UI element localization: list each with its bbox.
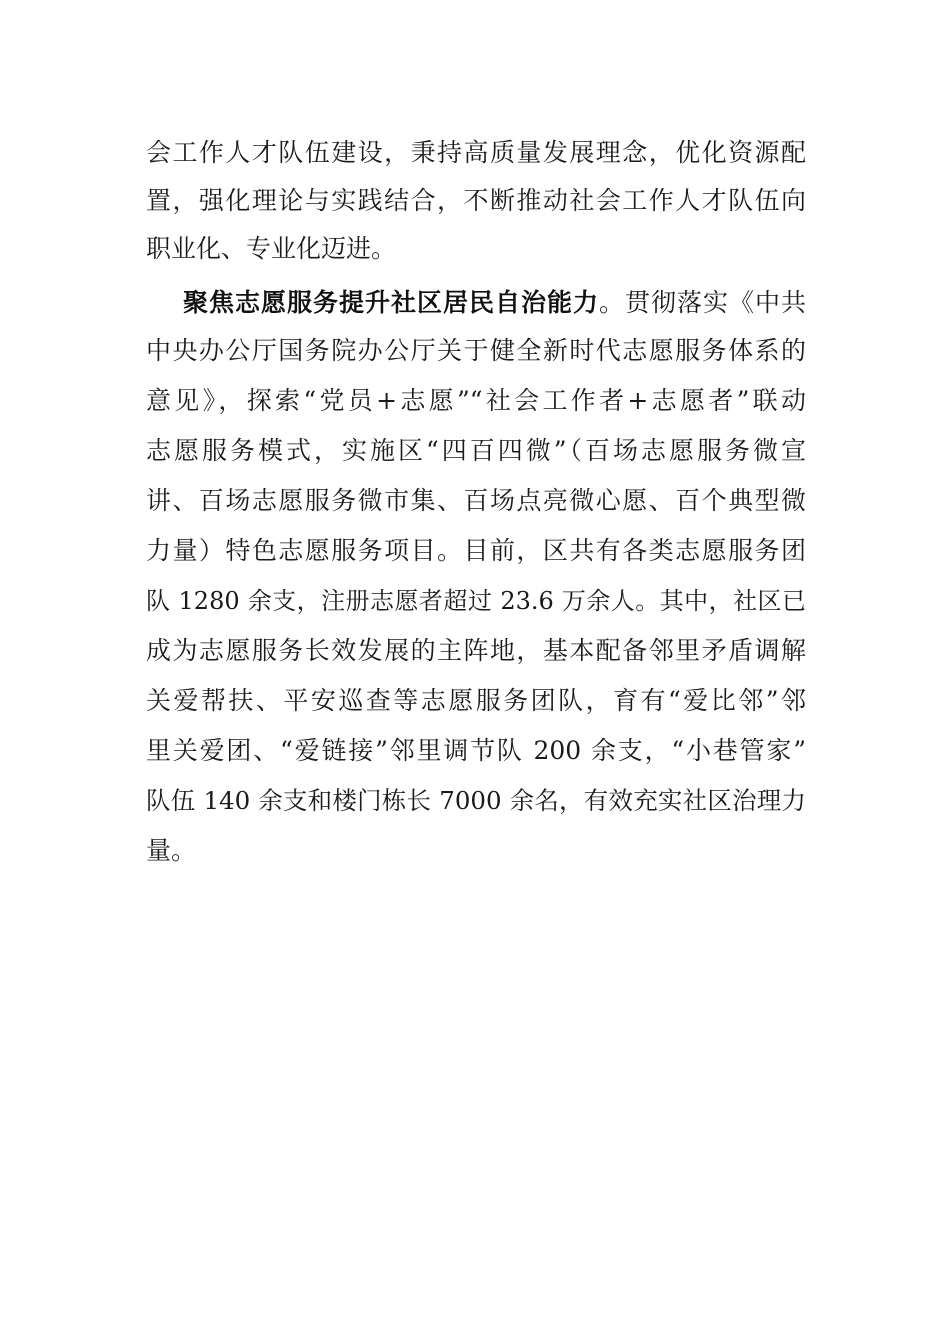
paragraph-2-line-11: 队伍 140 余支和楼门栋长 7000 余名，有效充实社区治理力	[146, 786, 806, 815]
paragraph-1-line-2: 置，强化理论与实践结合，不断推动社会工作人才队伍向	[146, 186, 806, 215]
paragraph-2-line-2: 中央办公厅国务院办公厅关于健全新时代志愿服务体系的	[146, 336, 806, 365]
paragraph-2-line-10: 里关爱团、“爱链接”邻里调节队 200 余支，“小巷管家”	[146, 736, 806, 765]
paragraph-2-line-4: 志愿服务模式，实施区“四百四微”（百场志愿服务微宣	[146, 436, 806, 465]
paragraph-2-first-line-text: 。贯彻落实《中共	[598, 288, 806, 317]
paragraph-2-line-9: 关爱帮扶、平安巡查等志愿服务团队，育有“爱比邻”邻	[146, 686, 806, 715]
paragraph-2-line-3: 意见》，探索“党员+志愿”“社会工作者+志愿者”联动	[146, 386, 806, 415]
paragraph-2-line-6: 力量）特色志愿服务项目。目前，区共有各类志愿服务团	[146, 536, 806, 565]
paragraph-2-line-8: 成为志愿服务长效发展的主阵地，基本配备邻里矛盾调解	[146, 636, 806, 665]
paragraph-1-line-3: 职业化、专业化迈进。	[146, 234, 397, 263]
paragraph-2-line-12: 量。	[146, 836, 197, 865]
paragraph-heading: 聚焦志愿服务提升社区居民自治能力	[183, 288, 599, 317]
paragraph-1-line-1: 会工作人才队伍建设，秉持高质量发展理念，优化资源配	[146, 138, 806, 167]
paragraph-2-line-5: 讲、百场志愿服务微市集、百场点亮微心愿、百个典型微	[146, 486, 806, 515]
paragraph-2-first-line	[183, 286, 806, 320]
paragraph-2-line-7: 队 1280 余支，注册志愿者超过 23.6 万余人。其中，社区已	[146, 587, 806, 615]
